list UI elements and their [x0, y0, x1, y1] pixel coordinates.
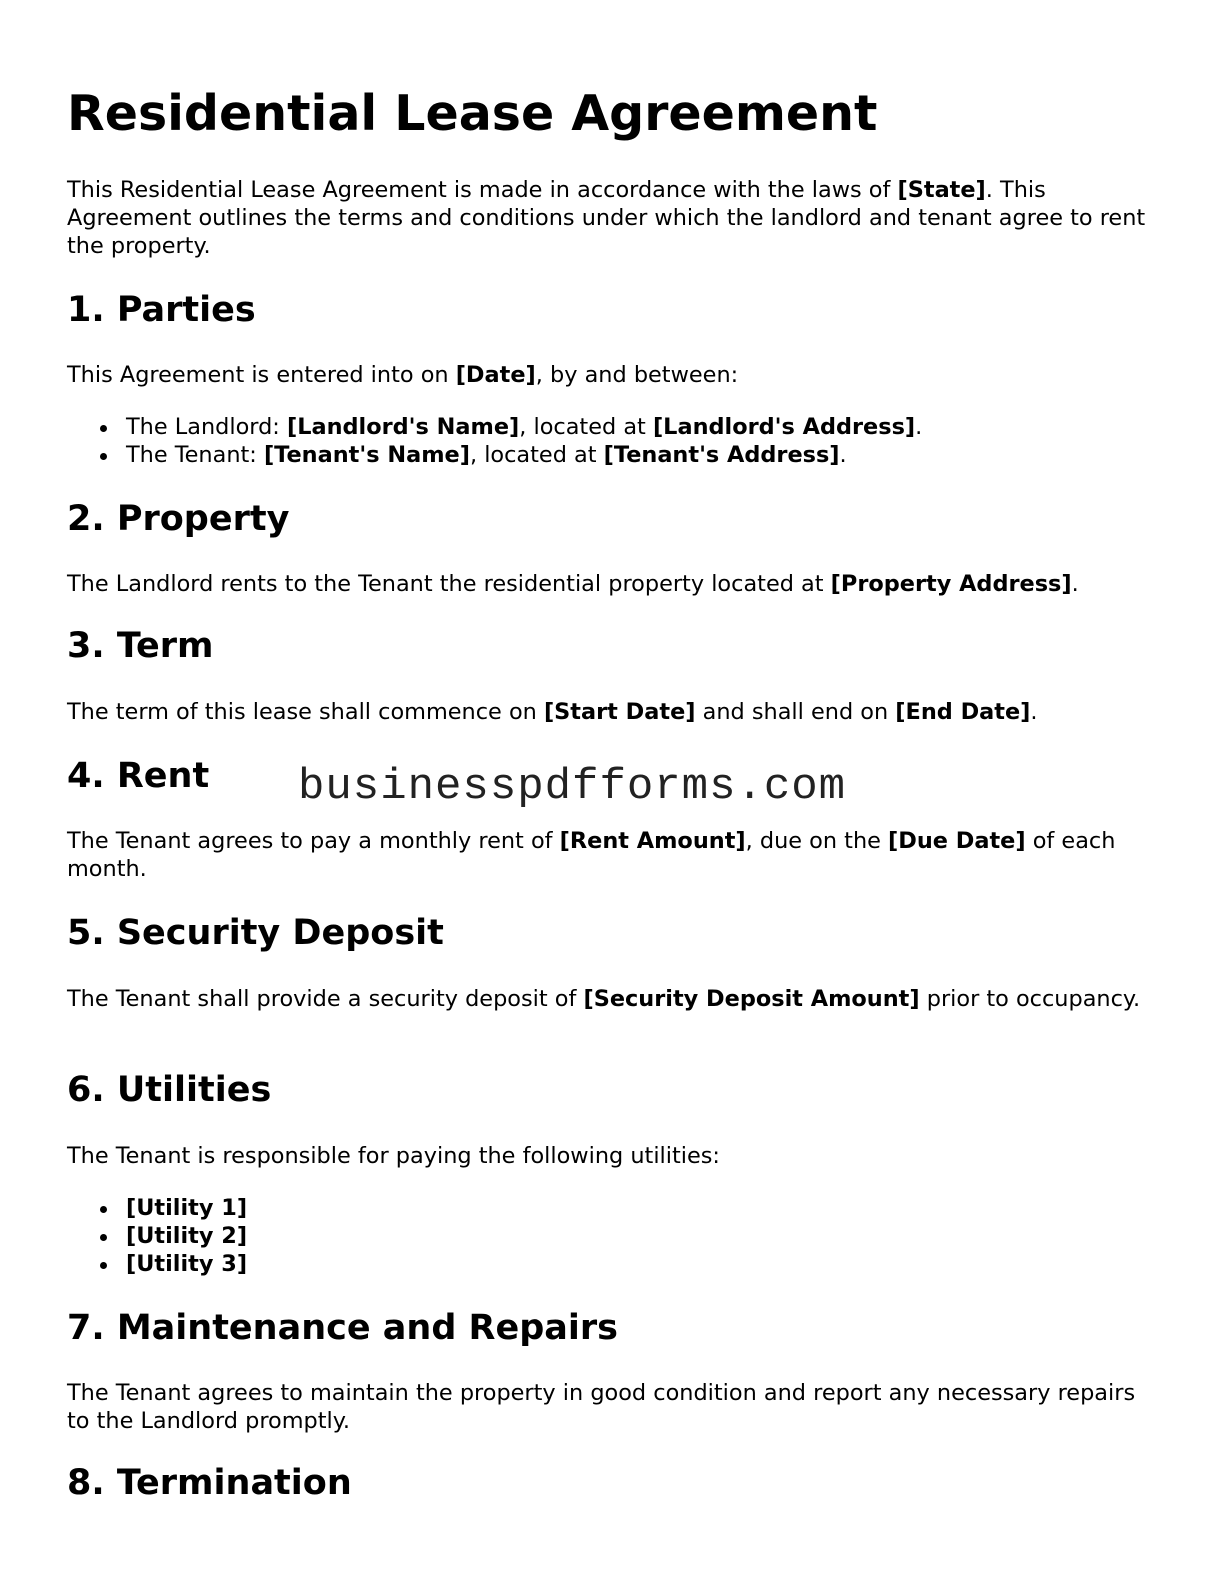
list-item-utility-1 [67, 1194, 1152, 1222]
section-heading-maintenance: 7. Maintenance and Repairs [67, 1308, 619, 1348]
rent-paragraph [67, 827, 1152, 883]
date-placeholder: [Date] [455, 362, 536, 388]
tenant-name-placeholder: [Tenant's Name] [263, 442, 470, 468]
rent-amount-placeholder: [Rent Amount] [559, 828, 746, 854]
list-item-tenant [67, 441, 1152, 469]
landlord-address-placeholder: [Landlord's Address] [652, 414, 916, 440]
tenant-label: The Tenant: [126, 442, 264, 468]
parties-list [67, 413, 1152, 469]
property-address-placeholder: [Property Address] [830, 571, 1072, 597]
list-item-landlord [67, 413, 1152, 441]
list-item-utility-2 [67, 1222, 1152, 1250]
property-text: The Landlord rents to the Tenant the residential property located at [67, 571, 831, 597]
intro-text: This Residential Lease Agreement is made in accordance with the laws of [67, 177, 898, 203]
term-period: . [1030, 699, 1038, 725]
utility-placeholder: [Utility 3] [126, 1251, 248, 1277]
landlord-name-placeholder: [Landlord's Name] [286, 414, 520, 440]
section-heading-security-deposit: 5. Security Deposit [67, 913, 444, 953]
start-date-placeholder: [Start Date] [543, 699, 696, 725]
deposit-text: The Tenant shall provide a security deposit of [67, 986, 584, 1012]
term-paragraph [67, 698, 1152, 726]
parties-text-end: , by and between: [535, 362, 739, 388]
section-heading-property: 2. Property [67, 499, 290, 539]
property-period: . [1071, 571, 1079, 597]
rent-text-mid: , due on the [745, 828, 889, 854]
document-title: Residential Lease Agreement [67, 85, 878, 142]
section-heading-term: 3. Term [67, 626, 214, 666]
section-heading-termination: 8. Termination [67, 1463, 352, 1503]
rent-text-end: of each month. [67, 828, 1116, 882]
list-item-utility-3 [67, 1250, 1152, 1278]
landlord-located-text: , located at [519, 414, 653, 440]
intro-text-end: . This Agreement outlines the terms and conditions under which the landlord and tenant agree to rent the property. [67, 177, 1146, 259]
end-date-placeholder: [End Date] [895, 699, 1031, 725]
due-date-placeholder: [Due Date] [888, 828, 1026, 854]
term-text-mid: and shall end on [695, 699, 896, 725]
section-heading-parties: 1. Parties [67, 290, 256, 330]
state-placeholder: [State] [897, 177, 986, 203]
deposit-amount-placeholder: [Security Deposit Amount] [583, 986, 920, 1012]
section-heading-rent: 4. Rent [67, 756, 210, 796]
tenant-located-text: , located at [469, 442, 604, 468]
deposit-text-end: prior to occupancy. [919, 986, 1141, 1012]
landlord-period: . [915, 414, 923, 440]
maintenance-paragraph: The Tenant agrees to maintain the property in good condition and report any necessary repairs to the Landlord promptly. [67, 1380, 1136, 1434]
utility-placeholder: [Utility 1] [126, 1195, 248, 1221]
section-heading-utilities: 6. Utilities [67, 1070, 272, 1110]
term-text: The term of this lease shall commence on [67, 699, 544, 725]
parties-text: This Agreement is entered into on [67, 362, 456, 388]
utilities-list [67, 1194, 1152, 1278]
utilities-paragraph: The Tenant is responsible for paying the following utilities: [67, 1143, 720, 1169]
tenant-period: . [839, 442, 847, 468]
rent-text: The Tenant agrees to pay a monthly rent of [67, 828, 560, 854]
deposit-paragraph [67, 985, 1152, 1013]
intro-paragraph [67, 176, 1152, 260]
property-paragraph [67, 570, 1152, 598]
tenant-address-placeholder: [Tenant's Address] [603, 442, 840, 468]
watermark-text: businesspdfforms.com [298, 762, 847, 812]
landlord-label: The Landlord: [126, 414, 287, 440]
utility-placeholder: [Utility 2] [126, 1223, 248, 1249]
parties-paragraph [67, 361, 1152, 389]
